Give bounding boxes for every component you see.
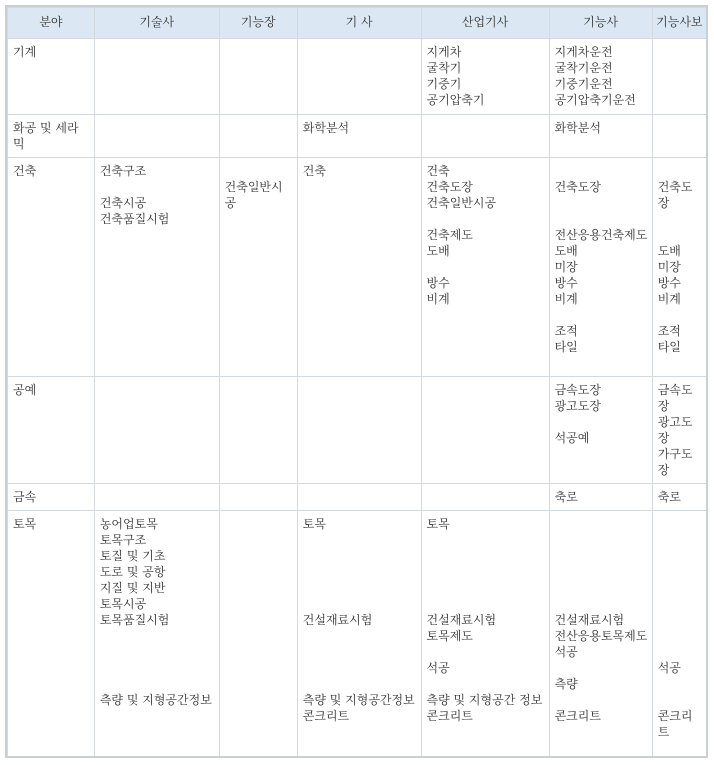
cell-line [100, 660, 215, 676]
cell-line [555, 692, 648, 708]
cell-line: 콘크리트 [554, 709, 601, 723]
cell-line [658, 644, 702, 660]
cell-craftsman [549, 158, 652, 377]
cell-line [658, 548, 702, 564]
cell-engineer [297, 511, 421, 759]
cell-assistant-craftsman [652, 484, 706, 511]
cell-line [555, 580, 648, 596]
cell-professional-engineer [94, 39, 219, 115]
cell-line: 공기압축기운전 [554, 93, 636, 107]
row-architecture [8, 158, 707, 377]
cell-line [658, 692, 702, 708]
cell-line: 조적 [554, 324, 578, 338]
cell-field [8, 39, 95, 115]
cell-line [555, 414, 648, 430]
cell-line: 콘크리트 [657, 709, 693, 739]
cell-field [8, 484, 95, 511]
cell-line: 토목 [13, 517, 37, 531]
cell-line: 건설재료시험 [554, 613, 625, 627]
cell-line [555, 211, 648, 227]
cell-line: 미장 [657, 260, 681, 274]
cell-line: 도배 [657, 244, 681, 258]
cell-craftsman [549, 484, 652, 511]
cell-field [8, 377, 95, 484]
cell-engineer [297, 39, 421, 115]
cell-line: 건설재료시험 [426, 613, 497, 627]
cell-line: 지게차 [426, 45, 462, 59]
cell-line: 도배 [554, 244, 578, 258]
cell-line [427, 532, 545, 548]
cell-line: 금속도장 [657, 383, 693, 413]
cell-industrial-engineer [421, 484, 549, 511]
cell-industrial-engineer [421, 511, 549, 759]
cell-engineer [297, 158, 421, 377]
cell-craftsman [549, 115, 652, 158]
cell-line [303, 580, 417, 596]
cell-engineer [297, 484, 421, 511]
cell-line [555, 307, 648, 323]
header-engineer: 기 사 [297, 8, 421, 39]
cell-line: 건설재료시험 [302, 613, 373, 627]
cell-line: 건축도장 [426, 180, 473, 194]
cell-line: 도로 및 공항 [99, 565, 166, 579]
cell-craftsman [549, 511, 652, 759]
cell-line: 비계 [657, 292, 681, 306]
row-metal [8, 484, 707, 511]
cell-line [658, 163, 702, 179]
cell-line [225, 163, 293, 179]
cell-line: 광고도장 [554, 399, 601, 413]
header-professional-engineer: 기술사 [94, 8, 219, 39]
cell-line: 화공 및 세라믹 [13, 121, 79, 151]
row-mechanical [8, 39, 707, 115]
cell-line [555, 660, 648, 676]
cell-line: 토목품질시험 [99, 613, 170, 627]
cell-line: 미장 [554, 260, 578, 274]
cell-professional-engineer [94, 115, 219, 158]
header-row [8, 8, 707, 39]
cell-line [555, 564, 648, 580]
cell-line: 농어업토목 [99, 517, 158, 531]
cell-line: 석공 [426, 661, 450, 675]
cell-line [555, 195, 648, 211]
cell-line: 건축도장 [657, 180, 693, 210]
cell-line: 석공예 [554, 431, 590, 445]
cell-line [427, 211, 545, 227]
cell-line: 화학분석 [302, 121, 350, 135]
cell-field [8, 158, 95, 377]
cell-line: 비계 [554, 292, 578, 306]
cell-line [658, 307, 702, 323]
cell-line [555, 532, 648, 548]
cell-line [555, 163, 648, 179]
row-craft [8, 377, 707, 484]
cell-industrial-engineer [421, 377, 549, 484]
qualification-table [7, 7, 707, 758]
cell-line: 기중기 [426, 77, 462, 91]
cell-line: 조적 [657, 324, 681, 338]
cell-line [427, 644, 545, 660]
cell-line [658, 612, 702, 628]
cell-line [303, 548, 417, 564]
cell-line [555, 516, 648, 532]
cell-line: 지게차운전 [554, 45, 613, 59]
cell-line: 측량 및 지형공간 정보 [426, 693, 543, 707]
cell-line [658, 580, 702, 596]
cell-line [427, 596, 545, 612]
cell-line: 공기압축기 [426, 93, 485, 107]
cell-master-craftsman [219, 484, 297, 511]
cell-line: 방수 [657, 276, 681, 290]
cell-assistant-craftsman [652, 377, 706, 484]
cell-line [303, 660, 417, 676]
cell-line [658, 227, 702, 243]
header-craftsman: 기능사 [549, 8, 652, 39]
cell-line: 건축구조 [99, 164, 147, 178]
cell-industrial-engineer [421, 115, 549, 158]
cell-master-craftsman [219, 158, 297, 377]
row-civil [8, 511, 707, 759]
cell-line [555, 596, 648, 612]
cell-line: 석공 [657, 661, 681, 675]
cell-line: 굴착기운전 [554, 61, 613, 75]
cell-professional-engineer [94, 158, 219, 377]
cell-line: 토목 [302, 517, 326, 531]
cell-line [658, 676, 702, 692]
cell-line: 토목구조 [99, 533, 147, 547]
cell-line: 화학분석 [554, 121, 601, 135]
header-assistant-craftsman: 기능사보 [652, 8, 706, 39]
cell-master-craftsman [219, 39, 297, 115]
cell-line: 토목시공 [99, 597, 147, 611]
cell-line: 건축시공 [99, 196, 147, 210]
cell-industrial-engineer [421, 39, 549, 115]
cell-master-craftsman [219, 511, 297, 759]
cell-line: 금속도장 [554, 383, 601, 397]
cell-line: 토질 및 기초 [99, 549, 166, 563]
cell-line: 건축 [13, 164, 37, 178]
row-chemical-ceramic [8, 115, 707, 158]
cell-engineer [297, 115, 421, 158]
header-master-craftsman: 기능장 [219, 8, 297, 39]
cell-assistant-craftsman [652, 511, 706, 759]
cell-line: 건축일반시공 [426, 196, 497, 210]
cell-line [427, 564, 545, 580]
cell-line: 토목 [426, 517, 450, 531]
cell-line: 측량 및 지형공간정보 [302, 693, 415, 707]
cell-industrial-engineer [421, 158, 549, 377]
cell-line: 가구도장 [657, 447, 693, 477]
cell-line [100, 676, 215, 692]
cell-assistant-craftsman [652, 115, 706, 158]
cell-line: 건축 [426, 164, 450, 178]
cell-line: 건축품질시험 [99, 212, 170, 226]
cell-line: 건축도장 [554, 180, 601, 194]
cell-line [658, 211, 702, 227]
cell-line [427, 259, 545, 275]
cell-line: 축로 [657, 490, 681, 504]
cell-line [427, 548, 545, 564]
cell-line [658, 532, 702, 548]
cell-line [303, 564, 417, 580]
cell-line: 공예 [13, 383, 37, 397]
cell-line: 굴착기 [426, 61, 462, 75]
cell-line [303, 644, 417, 660]
cell-professional-engineer [94, 484, 219, 511]
cell-line [303, 676, 417, 692]
cell-field [8, 511, 95, 759]
cell-craftsman [549, 39, 652, 115]
cell-line [427, 676, 545, 692]
table-body [8, 39, 707, 759]
cell-line: 비계 [426, 292, 450, 306]
cell-line [303, 532, 417, 548]
cell-line [658, 516, 702, 532]
cell-line [555, 548, 648, 564]
cell-line [658, 564, 702, 580]
cell-line: 건축 [302, 164, 326, 178]
header-field: 분야 [8, 8, 95, 39]
cell-line: 방수 [426, 276, 450, 290]
table-frame [5, 5, 708, 758]
cell-line [427, 580, 545, 596]
cell-line: 측량 [554, 677, 578, 691]
cell-line [100, 628, 215, 644]
cell-line [100, 179, 215, 195]
cell-line: 축로 [554, 490, 578, 504]
cell-line: 기계 [13, 45, 37, 59]
cell-line: 측량 및 지형공간정보 [99, 693, 212, 707]
cell-line: 건축제도 [426, 228, 473, 242]
cell-line: 콘크리트 [302, 709, 350, 723]
cell-line: 금속 [13, 490, 37, 504]
cell-line: 전산응용건축제도 [554, 228, 648, 242]
cell-master-craftsman [219, 115, 297, 158]
cell-line: 타일 [554, 340, 578, 354]
cell-line: 기중기운전 [554, 77, 613, 91]
cell-line: 전산응용토목제도 [554, 629, 648, 643]
cell-line [303, 628, 417, 644]
cell-professional-engineer [94, 511, 219, 759]
cell-line: 방수 [554, 276, 578, 290]
cell-master-craftsman [219, 377, 297, 484]
cell-field [8, 115, 95, 158]
cell-line: 콘크리트 [426, 709, 473, 723]
cell-line [303, 596, 417, 612]
cell-line [100, 644, 215, 660]
cell-line: 석공 [554, 645, 578, 659]
cell-line: 토목제도 [426, 629, 473, 643]
cell-professional-engineer [94, 377, 219, 484]
cell-line: 타일 [657, 340, 681, 354]
cell-line: 지질 및 지반 [99, 581, 166, 595]
cell-engineer [297, 377, 421, 484]
cell-craftsman [549, 377, 652, 484]
cell-line [658, 596, 702, 612]
cell-line: 도배 [426, 244, 450, 258]
cell-assistant-craftsman [652, 39, 706, 115]
cell-assistant-craftsman [652, 158, 706, 377]
cell-line: 광고도장 [657, 415, 693, 445]
cell-line: 건축일반시공 [224, 180, 283, 210]
header-industrial-engineer: 산업기사 [421, 8, 549, 39]
cell-line [658, 628, 702, 644]
